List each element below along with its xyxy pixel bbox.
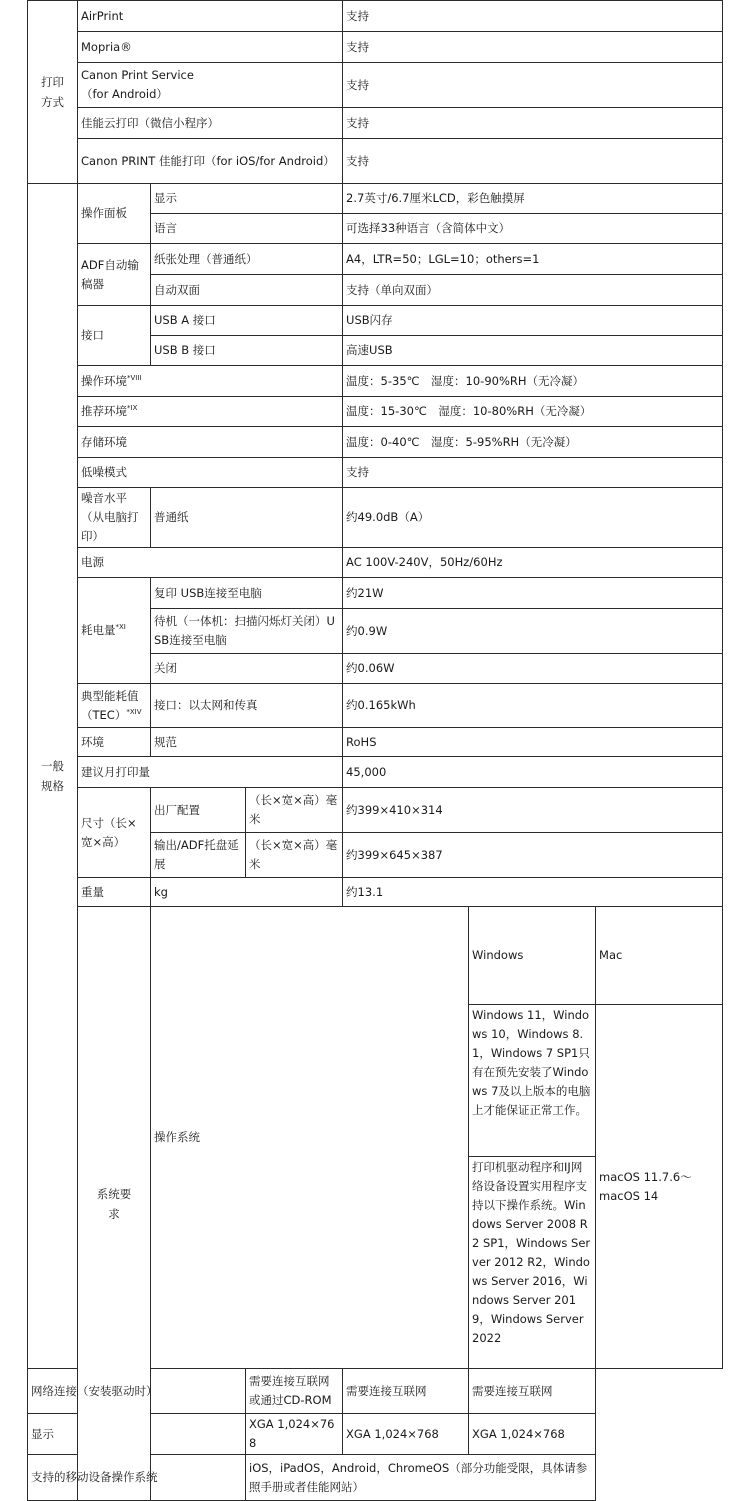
quiet-mode-label: 低噪模式 xyxy=(78,458,343,488)
rec-env-note: *IX xyxy=(127,404,138,413)
rec-env-value: 温度：15-30℃ 湿度：10-80%RH（无冷凝） xyxy=(343,397,723,427)
print-method-canon-print-service-label: Canon Print Service （for Android） xyxy=(78,63,343,108)
panel-label: 操作面板 xyxy=(78,184,151,244)
rec-env-label-text: 推荐环境 xyxy=(81,404,127,418)
interface-usbb-value: 高速USB xyxy=(343,336,723,366)
category-print-methods-label: 打印 方式 xyxy=(41,75,64,109)
consumption-off-value: 约0.06W xyxy=(343,654,723,684)
panel-language-value: 可选择33种语言（含简体中文） xyxy=(343,214,723,244)
dimensions-extended-label: 输出/ADF托盘延展 xyxy=(151,833,246,878)
print-method-canon-print-app-value: 支持 xyxy=(343,139,723,184)
storage-env-label: 存储环境 xyxy=(78,427,343,458)
weight-value: 约13.1 xyxy=(343,878,723,907)
os-windows-versions: Windows 11，Windows 10，Windows 8.1，Windows 7 SP1只有在预先安装了Windows 7及以上版本的电脑上才能保证正常工作。 xyxy=(469,1005,596,1157)
os-header-windows: Windows xyxy=(469,907,596,1005)
network-mac: 需要连接互联网 xyxy=(343,1369,469,1414)
os-windows-server-versions: 打印机驱动程序和IJ网络设备设置实用程序支持以下操作系统。Windows Server 2008 R2 SP1，Windows Server 2012 R2，Windows Server 2016，Windows Server 2019，Windows Server 2022 xyxy=(469,1157,596,1369)
power-label: 电源 xyxy=(78,548,343,578)
category-print-methods xyxy=(28,1,78,184)
network-windows: 需要连接互联网或通过CD-ROM xyxy=(246,1369,343,1414)
print-method-canon-print-app-label: Canon PRINT 佳能打印（for iOS/for Android） xyxy=(78,139,343,184)
interface-label: 接口 xyxy=(78,306,151,366)
consumption-label-text: 耗电量 xyxy=(81,623,116,637)
weight-unit: kg xyxy=(151,878,343,907)
environment-value: RoHS xyxy=(343,728,723,757)
tec-label xyxy=(78,684,151,728)
interface-usbb-label: USB B 接口 xyxy=(151,336,343,366)
network-linux: 需要连接互联网 xyxy=(469,1369,596,1414)
adf-duplex-label: 自动双面 xyxy=(151,275,343,306)
panel-language-label: 语言 xyxy=(151,214,343,244)
print-method-mopria-value: 支持 xyxy=(343,32,723,63)
display-mac: XGA 1,024×768 xyxy=(343,1414,469,1455)
monthly-volume-value: 45,000 xyxy=(343,757,723,788)
panel-display-label: 显示 xyxy=(151,184,343,214)
monthly-volume-label: 建议月打印量 xyxy=(78,757,343,788)
interface-usba-value: USB闪存 xyxy=(343,306,723,336)
consumption-copy-label: 复印 USB连接至电脑 xyxy=(151,578,343,609)
interface-usba-label: USB A 接口 xyxy=(151,306,343,336)
op-env-value: 温度：5-35℃ 湿度：10-90%RH（无冷凝） xyxy=(343,366,723,397)
power-value: AC 100V-240V，50Hz/60Hz xyxy=(343,548,723,578)
adf-paper-label: 纸张处理（普通纸） xyxy=(151,244,343,275)
tec-sub: 接口：以太网和传真 xyxy=(151,684,343,728)
consumption-copy-value: 约21W xyxy=(343,578,723,609)
os-mac-versions: macOS 11.7.6～ macOS 14 xyxy=(596,1005,723,1369)
weight-label: 重量 xyxy=(78,878,151,907)
spec-table xyxy=(27,0,723,1501)
print-method-cloud-print-label: 佳能云打印（微信小程序） xyxy=(78,108,343,139)
category-general-label: 一般 规格 xyxy=(41,759,64,793)
print-method-cloud-print-value: 支持 xyxy=(343,108,723,139)
consumption-standby-value: 约0.9W xyxy=(343,609,723,654)
adf-duplex-value: 支持（单向双面） xyxy=(343,275,723,306)
print-method-mopria-label: Mopria® xyxy=(78,32,343,63)
consumption-note: *XI xyxy=(115,623,126,632)
op-env-label-text: 操作环境 xyxy=(81,373,127,388)
os-header-mac: Mac xyxy=(596,907,723,1005)
dimensions-factory-value: 约399×410×314 xyxy=(343,788,723,833)
category-general xyxy=(28,184,78,1369)
noise-sub: 普通纸 xyxy=(151,488,343,548)
rec-env-label xyxy=(78,397,343,427)
dimensions-extended-unit: （长×宽×高）毫米 xyxy=(246,833,343,878)
adf-paper-value: A4，LTR=50；LGL=10；others=1 xyxy=(343,244,723,275)
display-linux: XGA 1,024×768 xyxy=(469,1414,596,1455)
op-env-note: *VIII xyxy=(127,373,142,382)
mobile-os-value: iOS，iPadOS，Android，ChromeOS（部分功能受限，具体请参照手册或者佳能网站） xyxy=(246,1455,596,1501)
panel-display-value: 2.7英寸/6.7厘米LCD，彩色触摸屏 xyxy=(343,184,723,214)
quiet-mode-value: 支持 xyxy=(343,458,723,488)
environment-label: 环境 xyxy=(78,728,151,757)
adf-label: ADF自动输稿器 xyxy=(78,244,151,306)
display-windows: XGA 1,024×768 xyxy=(246,1414,343,1455)
environment-sub: 规范 xyxy=(151,728,343,757)
network-label: 网络连接（安装驱动时） xyxy=(28,1369,246,1414)
consumption-off-label: 关闭 xyxy=(151,654,343,684)
print-method-canon-print-service-value: 支持 xyxy=(343,63,723,108)
category-system-label: 系统要 求 xyxy=(96,1186,132,1221)
noise-label: 噪音水平 （从电脑打印） xyxy=(78,488,151,548)
os-label: 操作系统 xyxy=(151,907,469,1369)
op-env-label xyxy=(78,366,343,397)
tec-label-text: 典型能耗值 （TEC） xyxy=(81,688,139,722)
tec-value: 约0.165kWh xyxy=(343,684,723,728)
storage-env-value: 温度：0-40℃ 湿度：5-95%RH（无冷凝） xyxy=(343,427,723,458)
dimensions-extended-value: 约399×645×387 xyxy=(343,833,723,878)
display-label: 显示 xyxy=(28,1414,246,1455)
consumption-label xyxy=(78,578,151,684)
dimensions-label: 尺寸（长×宽×高） xyxy=(78,788,151,878)
tec-note: *XIV xyxy=(126,707,142,716)
dimensions-factory-unit: （长×宽×高）毫米 xyxy=(246,788,343,833)
consumption-standby-label: 待机（一体机：扫描闪烁灯关闭）USB连接至电脑 xyxy=(151,609,343,654)
print-method-airprint-value: 支持 xyxy=(343,1,723,32)
dimensions-factory-label: 出厂配置 xyxy=(151,788,246,833)
mobile-os-label: 支持的移动设备操作系统 xyxy=(28,1455,246,1501)
noise-value: 约49.0dB（A） xyxy=(343,488,723,548)
print-method-airprint-label: AirPrint xyxy=(78,1,343,32)
